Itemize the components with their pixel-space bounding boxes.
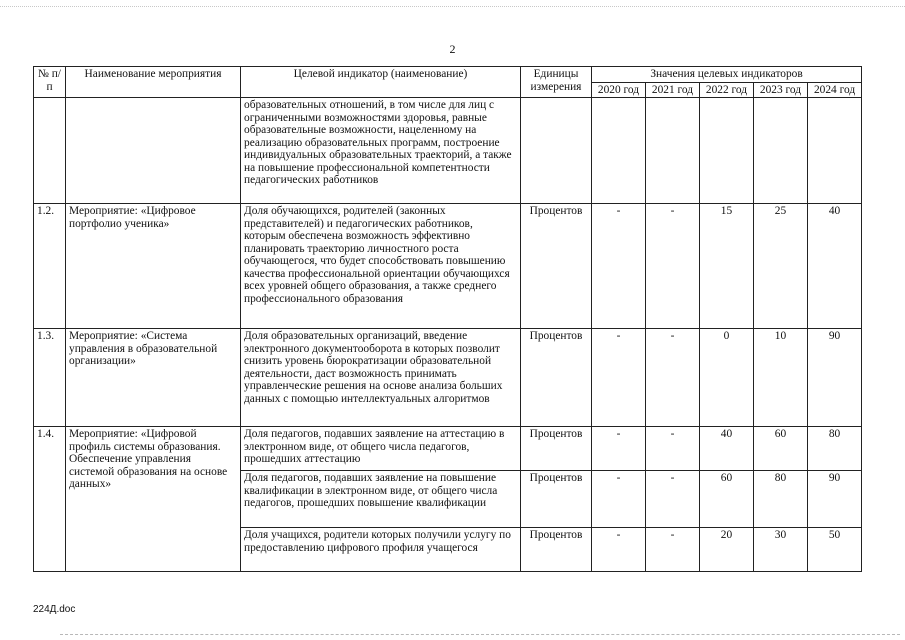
cell-name: Мероприятие: «Система управления в образовательной организации» (66, 329, 241, 427)
cell-indicator: Доля учащихся, родители которых получили услугу по предоставлению цифрового профиля учащегося (241, 528, 521, 572)
header-num: № п/п (34, 67, 66, 98)
cell-value: - (592, 528, 646, 572)
cell-value: - (646, 204, 700, 329)
cell-unit: Процентов (521, 471, 592, 528)
cell-unit: Процентов (521, 528, 592, 572)
header-year: 2024 год (808, 82, 862, 98)
cell-value: 20 (700, 528, 754, 572)
header-name: Наименование мероприятия (66, 67, 241, 98)
cell-value: - (646, 329, 700, 427)
cell-value: - (646, 471, 700, 528)
header-row (34, 67, 862, 83)
cell-value: - (592, 427, 646, 471)
cell-value: - (646, 528, 700, 572)
cell-value: 10 (754, 329, 808, 427)
cell-name (66, 98, 241, 204)
header-year: 2021 год (646, 82, 700, 98)
cell-value: 40 (808, 204, 862, 329)
cell-indicator: Доля педагогов, подавших заявление на аттестацию в электронном виде, от общего числа педагогов, прошедших аттестацию (241, 427, 521, 471)
cell-value: 80 (808, 427, 862, 471)
cell-value: 90 (808, 329, 862, 427)
cell-indicator: образовательных отношений, в том числе для лиц с ограниченными возможностями здоровья, равные образовательные возможности, нацеленному на реализацию образовательных программ, построение индивидуальных образовательных траекторий, а также на повышение профессиональной компетентности педагогических работников (241, 98, 521, 204)
cell-value: 30 (754, 528, 808, 572)
indicators-table (33, 66, 862, 572)
cell-value: - (592, 471, 646, 528)
cell-value: - (646, 427, 700, 471)
header-unit: Единицы измерения (521, 67, 592, 98)
cell-unit: Процентов (521, 329, 592, 427)
document-filename: 224Д.doc (33, 604, 76, 615)
table-row (34, 427, 862, 471)
cell-value: 50 (808, 528, 862, 572)
cell-indicator: Доля образовательных организаций, введение электронного документооборота в которых позволит снизить уровень бюрократизации образовательной деятельности, даст возможность принимать управленческие решения на основе анализа больших данных с помощью интеллектуальных алгоритмов (241, 329, 521, 427)
scan-artifact-top (0, 6, 905, 7)
cell-unit: Процентов (521, 204, 592, 329)
cell-value: 40 (700, 427, 754, 471)
cell-value: - (592, 204, 646, 329)
table-row (34, 204, 862, 329)
header-year: 2020 год (592, 82, 646, 98)
cell-num (34, 98, 66, 204)
cell-name: Мероприятие: «Цифровой профиль системы образования. Обеспечение управления системой образования на основе данных» (66, 427, 241, 572)
cell-value: 0 (700, 329, 754, 427)
cell-num: 1.4. (34, 427, 66, 572)
table-row-continuation (34, 98, 862, 204)
cell-indicator: Доля обучающихся, родителей (законных представителей) и педагогических работников, которым обеспечена возможность эффективно планировать траекторию личностного роста обучающегося, что будет способствовать повышению качества профессиональной ориентации обучающихся всех уровней общего образования, а также среднего профессионального образования (241, 204, 521, 329)
cell-value: 90 (808, 471, 862, 528)
cell-value: 15 (700, 204, 754, 329)
cell-value: 25 (754, 204, 808, 329)
cell-num: 1.2. (34, 204, 66, 329)
cell-value: - (592, 329, 646, 427)
cell-unit: Процентов (521, 427, 592, 471)
cell-value: 60 (700, 471, 754, 528)
scan-artifact-bottom (60, 634, 900, 635)
header-year: 2023 год (754, 82, 808, 98)
cell-indicator: Доля педагогов, подавших заявление на повышение квалификации в электронном виде, от общего числа педагогов, прошедших повышение квалификации (241, 471, 521, 528)
table-row (34, 329, 862, 427)
cell-name: Мероприятие: «Цифровое портфолио ученика» (66, 204, 241, 329)
header-values: Значения целевых индикаторов (592, 67, 862, 83)
cell-num: 1.3. (34, 329, 66, 427)
cell-value: 80 (754, 471, 808, 528)
page-number: 2 (449, 42, 456, 56)
header-year: 2022 год (700, 82, 754, 98)
cell-value: 60 (754, 427, 808, 471)
cell-unit (521, 98, 592, 204)
header-indicator: Целевой индикатор (наименование) (241, 67, 521, 98)
